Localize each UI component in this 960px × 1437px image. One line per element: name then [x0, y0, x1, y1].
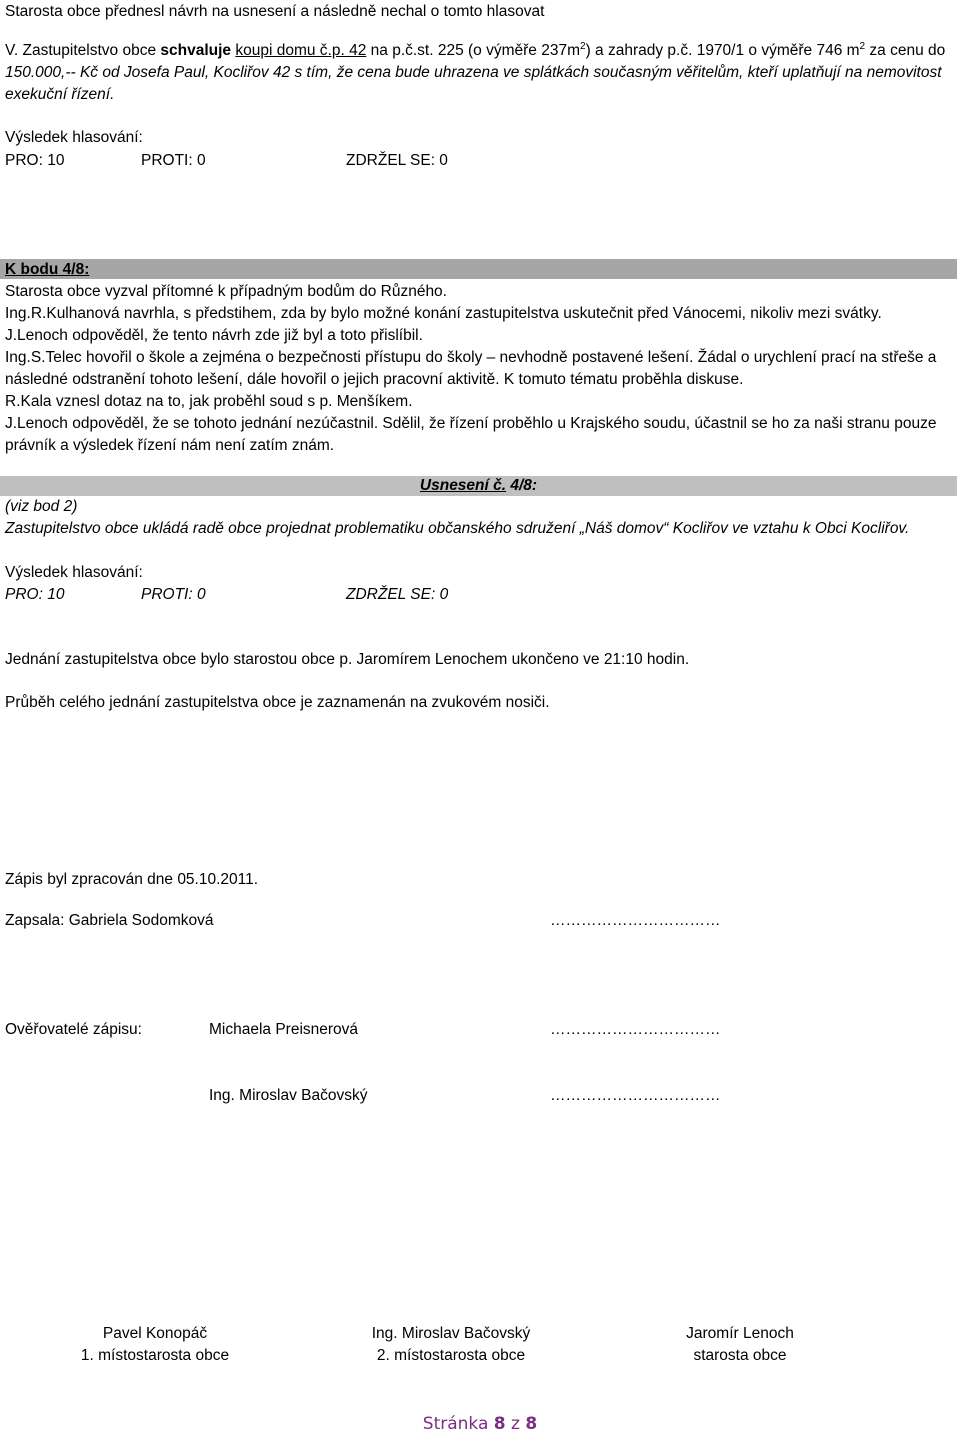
signature-line: ……………………………	[550, 912, 721, 929]
intro-line: Starosta obce přednesl návrh na usnesení a následně nechal o tomto hlasovat	[5, 3, 545, 20]
vote-zdrzel: ZDRŽEL SE: 0	[346, 152, 448, 169]
signatory-role: starosta obce	[693, 1347, 787, 1364]
footer-page-total: 8	[525, 1414, 538, 1434]
resolution-v-line3: exekuční řízení.	[5, 86, 115, 103]
resolution-v-text: V. Zastupitelstvo obce	[5, 42, 161, 59]
vote-label: Výsledek hlasování:	[5, 129, 143, 146]
vote-zdrzel: ZDRŽEL SE: 0	[346, 586, 449, 603]
usneseni-title-number: 4/8:	[506, 477, 538, 494]
usneseni-title	[0, 476, 957, 496]
usneseni-text: Zastupitelstvo obce ukládá radě obce projednat problematiku občanského sdružení „Náš domov“ Kocliřov ve vztahu k Obci Kocliřov.	[5, 520, 910, 537]
vote-pro: PRO: 10	[5, 586, 65, 603]
vote-proti: PROTI: 0	[141, 586, 206, 603]
signature-block	[35, 1323, 275, 1367]
discussion-item: J.Lenoch odpověděl, že se tohoto jednání nezúčastnil. Sdělil, že řízení proběhlo u Krajského soudu, účastnil se ho za naši stranu pouze	[5, 415, 937, 432]
usneseni-title-prefix: Usnesení č.	[419, 477, 507, 494]
signature-line: ……………………………	[550, 1021, 721, 1038]
discussion-item: Ing.R.Kulhanová navrhla, s předstihem, zda by bylo možné konání zastupitelstva uskutečnit před Vánocemi, nikoliv mezi svátky.	[5, 305, 882, 322]
resolution-v-rest: na p.č.st. 225 (o výměře 237m	[366, 42, 580, 59]
discussion-item: R.Kala vznesl dotaz na to, jak proběhl soud s p. Menšíkem.	[5, 393, 413, 410]
verifier-name: Michaela Preisnerová	[209, 1021, 359, 1038]
usneseni-ref: (viz bod 2)	[5, 498, 78, 515]
discussion-item: Starosta obce vyzval přítomné k případným bodům do Různého.	[5, 283, 447, 300]
signatory-name: Jaromír Lenoch	[686, 1325, 794, 1342]
resolution-v-line2: 150.000,-- Kč od Josefa Paul, Kocliřov 42 s tím, že cena bude uhrazena ve splátkách současným věřitelům, kteří uplatňují na nemovitost	[5, 64, 942, 81]
signature-block	[331, 1323, 571, 1367]
footer-page-number: 8	[493, 1414, 506, 1434]
discussion-item: J.Lenoch odpověděl, že tento návrh zde již byl a toto přislíbil.	[5, 327, 423, 344]
page-footer	[0, 1414, 960, 1434]
resolution-v-underlined: koupi domu č.p. 42	[235, 42, 367, 59]
signature-line: ……………………………	[550, 1087, 721, 1104]
vote-counts	[5, 585, 955, 605]
resolution-v-verb: schvaluje	[160, 42, 232, 59]
resolution-v-rest3: za cenu do	[865, 42, 946, 59]
signatory-role: 1. místostarosta obce	[80, 1347, 230, 1364]
vote-proti: PROTI: 0	[141, 152, 206, 169]
signatory-name: Ing. Miroslav Bačovský	[371, 1325, 531, 1342]
recorder-label: Zapsala: Gabriela Sodomková	[5, 912, 214, 929]
section-bar	[0, 259, 957, 279]
signature-block	[620, 1323, 860, 1367]
footer-middle: z	[505, 1414, 526, 1434]
superscript: 2	[580, 40, 586, 52]
signatory-name: Pavel Konopáč	[102, 1325, 208, 1342]
discussion-item: Ing.S.Telec hovořil o škole a zejména o bezpečnosti přístupu do školy – nevhodně postavené lešení. Žádal o urychlení prací na střeše a	[5, 349, 937, 366]
vote-pro: PRO: 10	[5, 152, 65, 169]
discussion-item: následné odstranění tohoto lešení, dále hovořil o jejich pracovní aktivitě. K tomuto tématu proběhla diskuse.	[5, 371, 744, 388]
footer-prefix: Stránka	[422, 1414, 494, 1434]
signatory-role: 2. místostarosta obce	[376, 1347, 526, 1364]
date-line: Zápis byl zpracován dne 05.10.2011.	[5, 871, 259, 888]
usneseni-bar	[0, 476, 957, 496]
recording-note: Průběh celého jednání zastupitelstva obce je zaznamenán na zvukovém nosiči.	[5, 694, 550, 711]
closing-statement: Jednání zastupitelstva obce bylo starostou obce p. Jaromírem Lenochem ukončeno ve 21:10 hodin.	[5, 651, 690, 668]
superscript: 2	[859, 40, 866, 52]
vote-label: Výsledek hlasování:	[5, 564, 143, 581]
resolution-v-rest2: ) a zahrady p.č. 1970/1 o výměře 746 m	[585, 42, 860, 59]
section-heading: K bodu 4/8:	[5, 261, 90, 278]
discussion-item: právník a výsledek řízení nám není zatím znám.	[5, 437, 335, 454]
verifier-name: Ing. Miroslav Bačovský	[209, 1087, 368, 1104]
verifiers-label: Ověřovatelé zápisu:	[5, 1021, 142, 1038]
vote-counts	[5, 151, 955, 171]
resolution-v-line1	[5, 41, 945, 61]
